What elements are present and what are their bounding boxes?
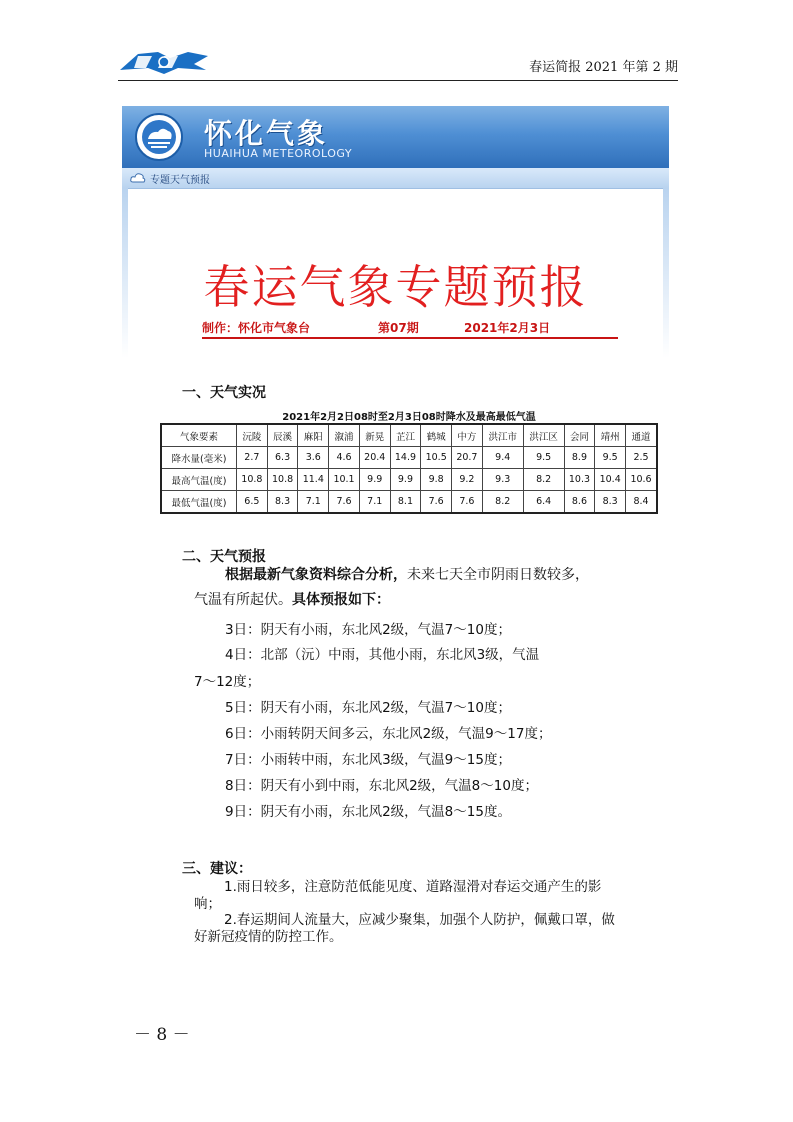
table-cell: 20.7 (452, 447, 483, 469)
forecast-line: 4日：北部（沅）中雨，其他小雨，东北风3级，气温 (225, 647, 540, 663)
table-cell: 6.3 (267, 447, 298, 469)
table-cell: 10.1 (329, 469, 360, 491)
table-header-station: 会同 (564, 424, 595, 447)
table-row (161, 491, 657, 514)
forecast-intro-bold: 根据最新气象资料综合分析， (225, 567, 407, 583)
table-cell: 11.4 (298, 469, 329, 491)
bulletin-banner (122, 106, 669, 168)
table-cell: 14.9 (390, 447, 421, 469)
banner-title-cn: 怀化气象 (204, 117, 329, 150)
table-header-station: 新晃 (359, 424, 390, 447)
table-cell: 7.1 (298, 491, 329, 514)
transport-logo-icon (118, 48, 210, 76)
table-header-label: 气象要素 (161, 424, 237, 447)
bulletin-date: 2021年2月3日 (464, 321, 551, 335)
table-header-station: 芷江 (390, 424, 421, 447)
table-header-station: 鹤城 (421, 424, 452, 447)
table-cell: 10.4 (595, 469, 626, 491)
table-cell: 7.1 (359, 491, 390, 514)
table-header-station: 中方 (452, 424, 483, 447)
bulletin-subbar (122, 168, 669, 189)
table-header-station: 洪江区 (523, 424, 564, 447)
advice-item-2: 2.春运期间人流量大，应减少聚集，加强个人防护，佩戴口罩，做好新冠疫情的防控工作。 (194, 912, 615, 945)
table-cell: 9.2 (452, 469, 483, 491)
table-cell: 8.4 (626, 491, 657, 514)
table-cell: 20.4 (359, 447, 390, 469)
forecast-intro-bold2: 具体预报如下： (292, 592, 390, 608)
table-cell: 9.5 (595, 447, 626, 469)
forecast-line: 3日：阴天有小雨，东北风2级，气温7～10度； (225, 622, 511, 638)
table-row-label: 最高气温(度) (161, 469, 237, 491)
section-observations-title: 一、天气实况 (182, 385, 266, 401)
cloud-icon (130, 172, 146, 184)
table-cell: 7.6 (421, 491, 452, 514)
table-cell: 8.1 (390, 491, 421, 514)
meteorology-emblem-icon (134, 112, 184, 162)
table-cell: 10.3 (564, 469, 595, 491)
table-cell: 2.5 (626, 447, 657, 469)
table-row (161, 447, 657, 469)
table-cell: 10.8 (237, 469, 268, 491)
forecast-line: 7日：小雨转中雨，东北风3级，气温9～15度； (225, 752, 511, 768)
table-cell: 7.6 (329, 491, 360, 514)
observations-table (160, 423, 658, 514)
table-cell: 4.6 (329, 447, 360, 469)
table-row (161, 469, 657, 491)
table-cell: 9.4 (482, 447, 523, 469)
table-caption: 2021年2月2日08时至2月3日08时降水及最高最低气温 (282, 412, 536, 423)
bulletin-maker: 制作：怀化市气象台 (202, 321, 311, 335)
table-cell: 8.3 (595, 491, 626, 514)
forecast-line: 6日：小雨转阴天间多云，东北风2级，气温9～17度； (225, 726, 552, 742)
table-cell: 2.7 (237, 447, 268, 469)
table-header-station: 麻阳 (298, 424, 329, 447)
section-advice-title: 三、建议： (182, 861, 252, 877)
table-cell: 9.8 (421, 469, 452, 491)
forecast-intro-line1 (225, 566, 589, 584)
table-cell: 6.5 (237, 491, 268, 514)
banner-title-en: HUAIHUA METEOROLOGY (204, 147, 353, 160)
table-header-station: 洪江市 (482, 424, 523, 447)
table-cell: 7.6 (452, 491, 483, 514)
section-forecast-title: 二、天气预报 (182, 549, 266, 565)
table-header-station: 通道 (626, 424, 657, 447)
table-cell: 9.9 (390, 469, 421, 491)
table-row-label: 最低气温(度) (161, 491, 237, 514)
forecast-intro-rest: 未来七天全市阴雨日数较多， (407, 567, 589, 583)
bulletin-title: 春运气象专题预报 (203, 260, 588, 314)
table-header-station: 靖州 (595, 424, 626, 447)
bulletin-issue: 第07期 (378, 321, 419, 335)
running-title: 春运简报 2021 年第 2 期 (529, 60, 678, 75)
table-header-station: 辰溪 (267, 424, 298, 447)
table-cell: 9.9 (359, 469, 390, 491)
weather-bulletin (122, 106, 669, 956)
page-number: － 8 － (134, 1025, 190, 1045)
table-cell: 8.2 (482, 491, 523, 514)
forecast-intro-line2 (194, 591, 390, 609)
running-header (118, 44, 678, 81)
forecast-line: 7～12度； (194, 674, 261, 690)
forecast-intro-line2-text: 气温有所起伏。 (194, 592, 292, 608)
table-cell: 9.5 (523, 447, 564, 469)
table-cell: 10.6 (626, 469, 657, 491)
table-cell: 9.3 (482, 469, 523, 491)
forecast-line: 5日：阴天有小雨，东北风2级，气温7～10度； (225, 700, 511, 716)
advice-item-1: 1.雨日较多，注意防范低能见度、道路湿滑对春运交通产生的影响； (194, 879, 602, 912)
forecast-line: 8日：阴天有小到中雨，东北风2级，气温8～10度； (225, 778, 538, 794)
bulletin-meta (202, 319, 618, 339)
table-cell: 8.3 (267, 491, 298, 514)
table-header-station: 沅陵 (237, 424, 268, 447)
table-cell: 6.4 (523, 491, 564, 514)
table-cell: 10.5 (421, 447, 452, 469)
table-cell: 8.9 (564, 447, 595, 469)
forecast-line: 9日：阴天有小雨，东北风2级，气温8～15度。 (225, 804, 511, 820)
table-header-station: 溆浦 (329, 424, 360, 447)
table-row-label: 降水量(毫米) (161, 447, 237, 469)
table-cell: 8.6 (564, 491, 595, 514)
table-cell: 3.6 (298, 447, 329, 469)
table-cell: 8.2 (523, 469, 564, 491)
subbar-label: 专题天气预报 (150, 175, 210, 186)
table-cell: 10.8 (267, 469, 298, 491)
table-header-row (161, 424, 657, 447)
